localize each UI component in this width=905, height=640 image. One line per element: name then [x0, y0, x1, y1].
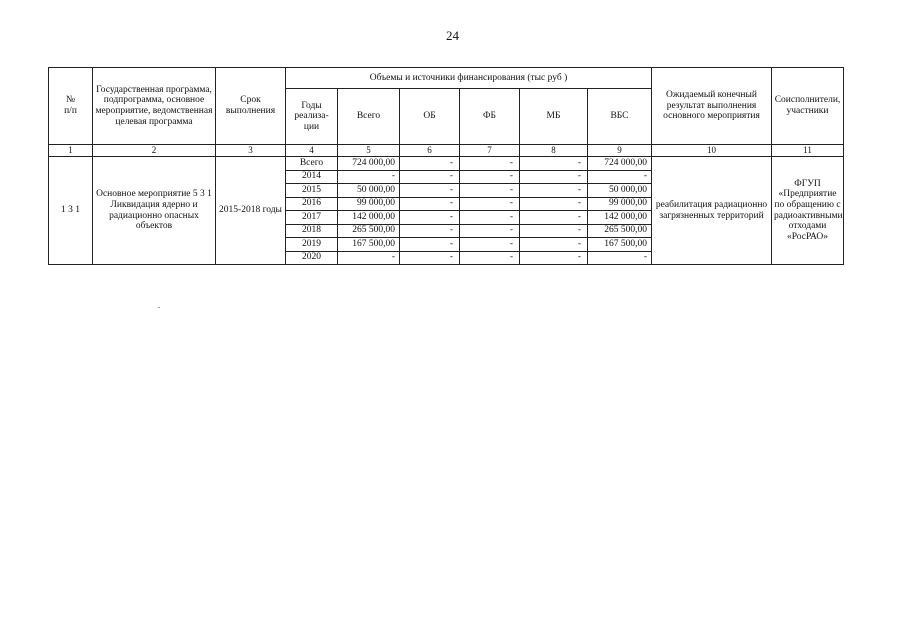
- ob-cell: -: [400, 170, 460, 184]
- year-cell: 2016: [286, 197, 338, 211]
- vbs-cell: 50 000,00: [588, 184, 652, 198]
- column-number: 1: [49, 145, 93, 157]
- column-number: 8: [520, 145, 588, 157]
- mb-cell: -: [520, 224, 588, 238]
- vbs-cell: -: [588, 170, 652, 184]
- header-fb: ФБ: [460, 89, 520, 145]
- mb-cell: -: [520, 157, 588, 171]
- mb-cell: -: [520, 251, 588, 265]
- column-number: 5: [338, 145, 400, 157]
- entry-participants: ФГУП «Предприятие по обращению с радиоактивными отходами «РосРАО»: [772, 157, 844, 265]
- header-program: Государственная программа, подпрограмма, основное мероприятие, ведомственная целевая программа: [93, 68, 216, 145]
- column-number: 3: [216, 145, 286, 157]
- table-row: [49, 157, 844, 171]
- total-cell: -: [338, 251, 400, 265]
- column-number: 4: [286, 145, 338, 157]
- year-cell: 2018: [286, 224, 338, 238]
- vbs-cell: 142 000,00: [588, 211, 652, 225]
- total-cell: 265 500,00: [338, 224, 400, 238]
- mb-cell: -: [520, 211, 588, 225]
- fb-cell: -: [460, 170, 520, 184]
- ob-cell: -: [400, 157, 460, 171]
- vbs-cell: 99 000,00: [588, 197, 652, 211]
- ob-cell: -: [400, 224, 460, 238]
- ob-cell: -: [400, 211, 460, 225]
- fb-cell: -: [460, 224, 520, 238]
- mb-cell: -: [520, 184, 588, 198]
- column-number-row: [49, 145, 844, 157]
- column-number: 2: [93, 145, 216, 157]
- year-cell: 2019: [286, 238, 338, 252]
- column-number: 11: [772, 145, 844, 157]
- mb-cell: -: [520, 238, 588, 252]
- column-number: 10: [652, 145, 772, 157]
- column-number: 6: [400, 145, 460, 157]
- header-financing-group: Объемы и источники финансирования (тыс руб ): [286, 68, 652, 89]
- header-vbs: ВБС: [588, 89, 652, 145]
- column-number: 7: [460, 145, 520, 157]
- header-result: Ожидаемый конечный результат выполнения основного мероприятия: [652, 68, 772, 145]
- year-cell: 2015: [286, 184, 338, 198]
- fb-cell: -: [460, 211, 520, 225]
- page-number: 24: [446, 28, 459, 43]
- year-cell: 2020: [286, 251, 338, 265]
- column-number: 9: [588, 145, 652, 157]
- year-cell: Всего: [286, 157, 338, 171]
- total-cell: -: [338, 170, 400, 184]
- header-term: Срок выполнения: [216, 68, 286, 145]
- vbs-cell: 167 500,00: [588, 238, 652, 252]
- header-row-top: [49, 68, 844, 89]
- total-cell: 142 000,00: [338, 211, 400, 225]
- entry-number: 1 3 1: [49, 157, 93, 265]
- vbs-cell: 724 000,00: [588, 157, 652, 171]
- header-years: Годы реализа-ции: [286, 89, 338, 145]
- scan-speck: [158, 307, 160, 308]
- header-number: № п/п: [49, 68, 93, 145]
- financing-table: [48, 67, 844, 265]
- ob-cell: -: [400, 251, 460, 265]
- entry-result: реабилитация радиационно загрязненных территорий: [652, 157, 772, 265]
- vbs-cell: -: [588, 251, 652, 265]
- ob-cell: -: [400, 238, 460, 252]
- header-mb: МБ: [520, 89, 588, 145]
- ob-cell: -: [400, 197, 460, 211]
- year-cell: 2014: [286, 170, 338, 184]
- fb-cell: -: [460, 251, 520, 265]
- vbs-cell: 265 500,00: [588, 224, 652, 238]
- entry-term: 2015-2018 годы: [216, 157, 286, 265]
- header-participants: Соисполнители, участники: [772, 68, 844, 145]
- ob-cell: -: [400, 184, 460, 198]
- fb-cell: -: [460, 238, 520, 252]
- fb-cell: -: [460, 157, 520, 171]
- total-cell: 724 000,00: [338, 157, 400, 171]
- total-cell: 50 000,00: [338, 184, 400, 198]
- mb-cell: -: [520, 170, 588, 184]
- entry-name: Основное мероприятие 5 3 1 Ликвидация ядерно и радиационно опасных объектов: [93, 157, 216, 265]
- header-ob: ОБ: [400, 89, 460, 145]
- fb-cell: -: [460, 184, 520, 198]
- year-cell: 2017: [286, 211, 338, 225]
- fb-cell: -: [460, 197, 520, 211]
- total-cell: 167 500,00: [338, 238, 400, 252]
- header-total: Всего: [338, 89, 400, 145]
- mb-cell: -: [520, 197, 588, 211]
- total-cell: 99 000,00: [338, 197, 400, 211]
